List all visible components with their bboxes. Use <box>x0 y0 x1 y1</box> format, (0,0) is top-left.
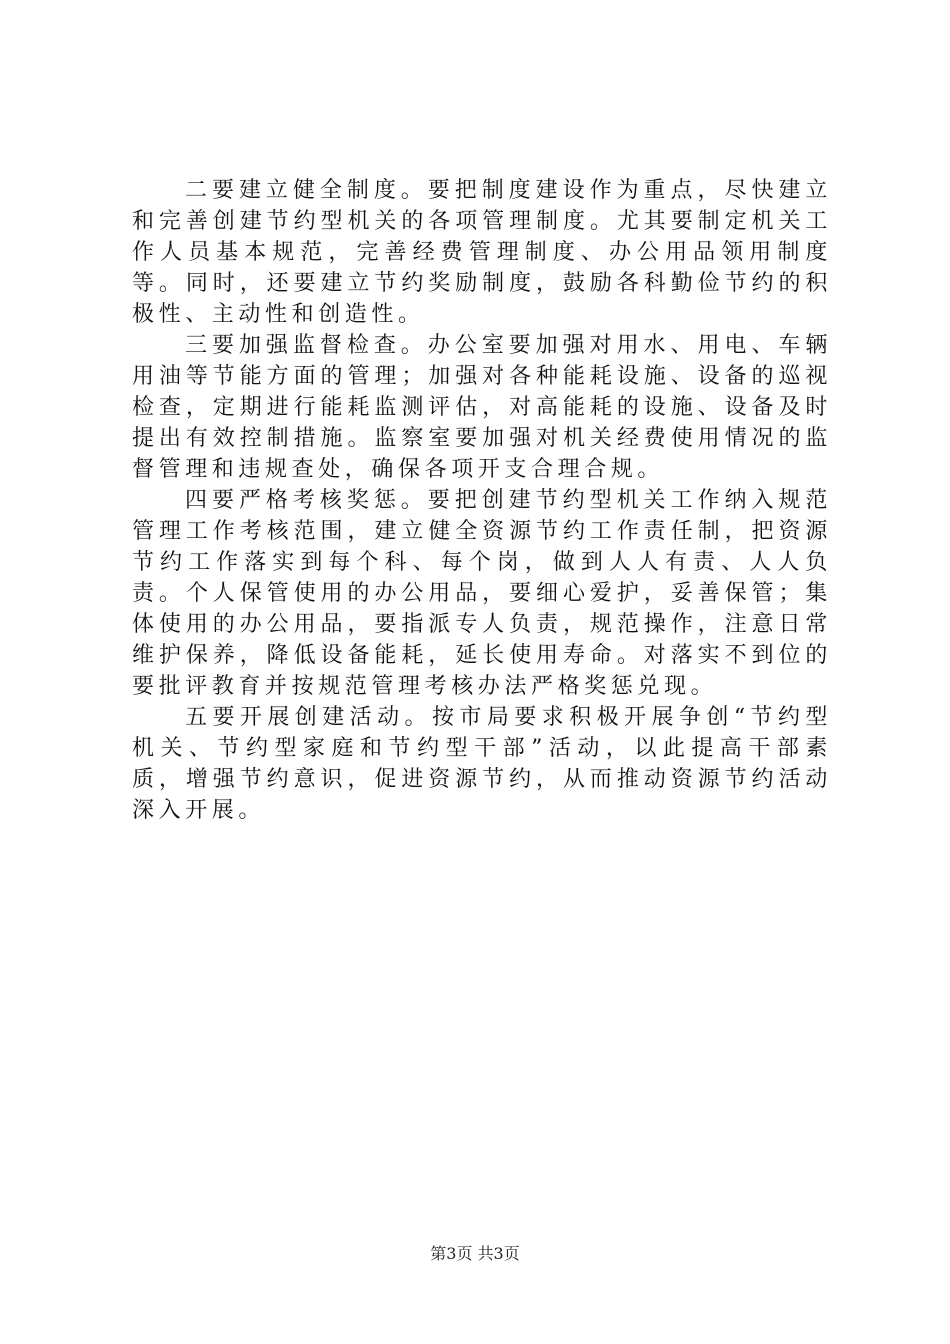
page-footer: 第3页 共3页 <box>430 1244 520 1263</box>
paragraph: 三要加强监督检查。办公室要加强对用水、用电、车辆用油等节能方面的管理；加强对各种能耗设施、设备的巡视检查，定期进行能耗监测评估，对高能耗的设施、设备及时提出有效控制措施。监察室要加强对机关经费使用情况的监督管理和违规查处，确保各项开支合理合规。 <box>132 333 832 482</box>
paragraph: 五要开展创建活动。按市局要求积极开展争创“节约型机关、节约型家庭和节约型干部”活动，以此提高干部素质，增强节约意识，促进资源节约，从而推动资源节约活动深入开展。 <box>132 705 832 823</box>
document-body <box>132 175 832 826</box>
paragraph: 二要建立健全制度。要把制度建设作为重点，尽快建立和完善创建节约型机关的各项管理制度。尤其要制定机关工作人员基本规范，完善经费管理制度、办公用品领用制度等。同时，还要建立节约奖励制度，鼓励各科勤俭节约的积极性、主动性和创造性。 <box>132 178 832 327</box>
paragraph: 四要严格考核奖惩。要把创建节约型机关工作纳入规范管理工作考核范围，建立健全资源节约工作责任制，把资源节约工作落实到每个科、每个岗，做到人人有责、人人负责。个人保管使用的办公用品，要细心爱护，妥善保管；集体使用的办公用品，要指派专人负责，规范操作，注意日常维护保养，降低设备能耗，延长使用寿命。对落实不到位的要批评教育并按规范管理考核办法严格奖惩兑现。 <box>132 488 832 699</box>
